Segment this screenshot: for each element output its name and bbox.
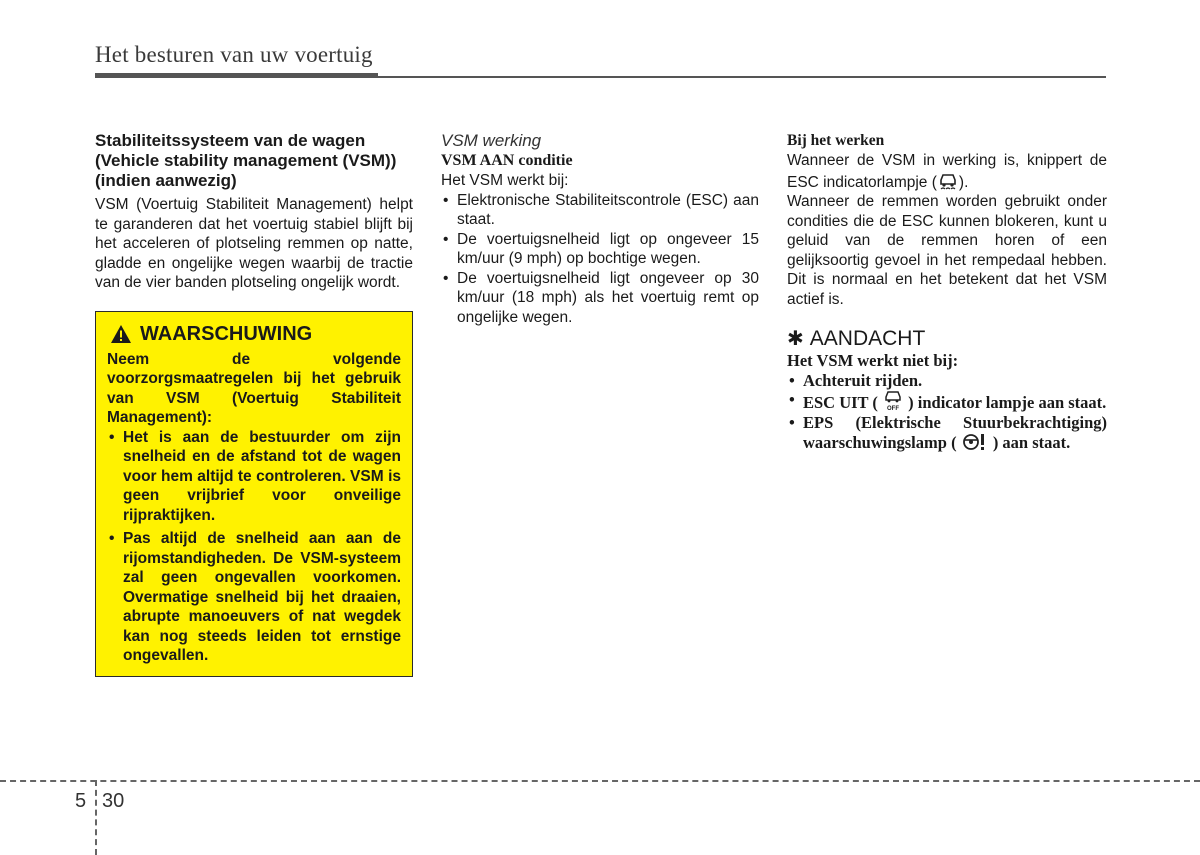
vsm-condition-item: • De voertuigsnelheid ligt ongeveer op 30 km/uur (18 mph) als het voertuig remt op ongelijke wegen. [441,269,759,328]
warning-intro: Neem de volgende voorzorgsmaatregelen bij het gebruik van VSM (Voertuig Stabiliteit Management): [107,350,401,426]
column-middle [441,131,759,327]
header-rule-thick [95,73,378,78]
eps-warning-icon [961,432,989,452]
caution-intro: Het VSM werkt niet bij: [787,351,959,370]
operating-para1-end: ). [958,173,969,191]
warning-item: • Pas altijd de snelheid aan aan de rijomstandigheden. De VSM-systeem zal geen ongevallen voorkomen. Overmatige snelheid bij het draaien, abrupte manoeuvers of nat wegdek kan nog steeds leiden tot ernstige ongevallen. [107,529,401,666]
page-header-title: Het besturen van uw voertuig [95,42,373,67]
operating-para2: Wanneer de remmen worden gebruikt onder condities die de ESC kunnen blokeren, kunt u geluid van de remmen horen of een gelijksoortig gevoel in het rempedaal hebben. Dit is normaal en het betekent dat het VSM actief is. [787,193,1107,308]
vsm-condition-list [441,191,759,328]
operating-para1 [787,151,1107,192]
vsm-condition-item: • Elektronische Stabiliteitscontrole (ESC) aan staat. [441,191,759,230]
section-number: 5 [75,790,87,812]
warning-list [107,428,401,666]
page-number: 30 [102,790,125,812]
section-title: Stabiliteitssysteem van de wagen (Vehicle stability management (VSM)) (indien aanwezig) [95,131,397,190]
vsm-operation-heading: VSM werking [441,131,542,150]
footer-vertical-divider [95,780,97,855]
warning-title [107,322,401,346]
header-rule-thin [378,76,1106,78]
operating-para1-text: Wanneer de VSM in werking is, knippert de ESC indicatorlampje ( [787,152,1107,191]
caution-item-text: EPS (Elektrische Stuurbekrachtiging) waarschuwingslamp ( [803,412,1107,452]
vsm-on-condition-heading: VSM AAN conditie [441,152,573,169]
warning-title-text: WAARSCHUWING [140,322,313,345]
section-body: VSM (Voertuig Stabiliteit Management) helpt te garanderen dat het voertuig stabiel blijft bij het acceleren of plotseling remmen op natte, gladde en ongelijke wegen waarbij de tractie van de vier banden plotseling ongelijk wordt. [95,196,413,291]
esc-off-icon [882,390,904,412]
svg-text:OFF: OFF [887,406,900,412]
caution-item-text: ) indicator lampje aan staat. [908,393,1107,412]
caution-item: • Achteruit rijden. [787,371,1107,391]
caution-body [787,351,1107,453]
column-left [95,131,413,677]
caution-item [787,390,1107,413]
asterisk-icon: ✱ [787,328,804,350]
operating-heading: Bij het werken [787,132,885,149]
caution-title-text: AANDACHT [809,327,926,350]
esc-indicator-icon [937,171,959,191]
caution-list [787,371,1107,453]
vsm-condition-item: • De voertuigsnelheid ligt op ongeveer 15 km/uur (9 mph) op bochtige wegen. [441,230,759,269]
caution-item [787,413,1107,453]
column-right [787,131,1107,453]
vsm-intro: Het VSM werkt bij: [441,172,569,189]
warning-triangle-icon [110,324,132,344]
caution-title [787,327,1107,351]
caution-item-text: ) aan staat. [992,433,1071,452]
caution-item-text: ESC UIT ( [803,393,878,412]
warning-item: • Het is aan de bestuurder om zijn snelheid en de afstand tot de wagen voor hem altijd te controleren. VSM is geen vrijbrief voor onveilige rijpraktijken. [107,428,401,526]
warning-box [95,311,413,677]
footer-divider [0,780,1200,782]
